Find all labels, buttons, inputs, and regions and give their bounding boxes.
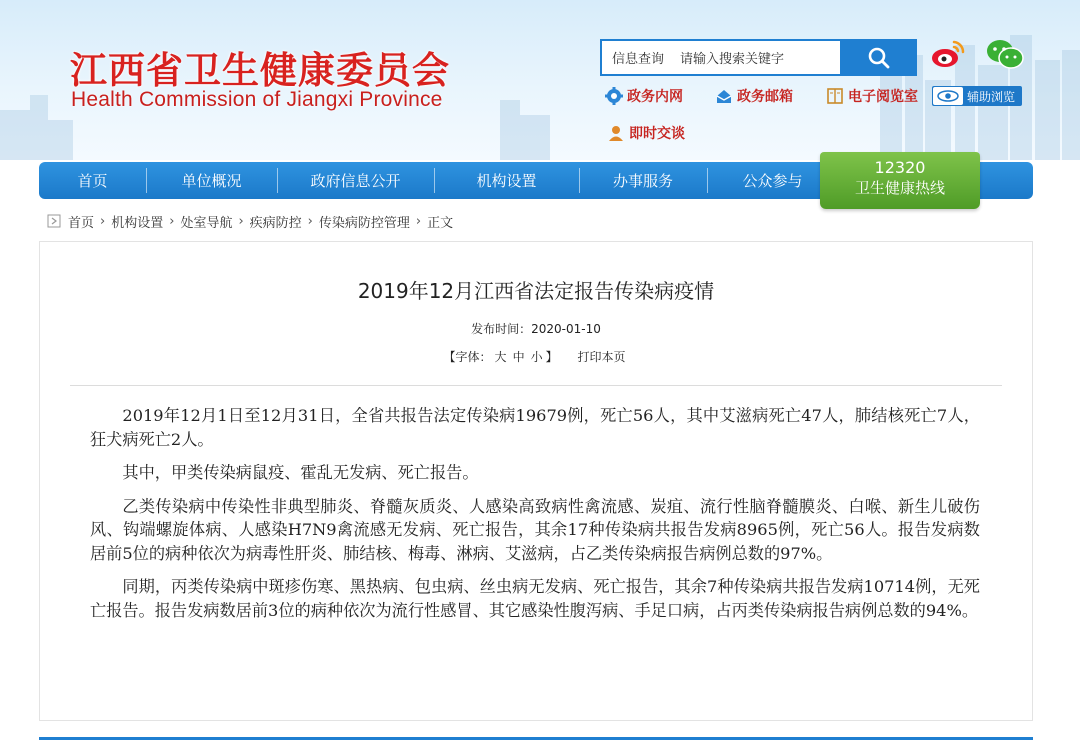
accessible-browse-label: 辅助浏览 bbox=[967, 89, 1016, 104]
article-paragraph: 同期，丙类传染病中斑疹伤寒、黑热病、包虫病、丝虫病无发病、死亡报告，其余7种传染病共报告发病10714例，无死亡报告。报告发病数居前3位的病种依次为流行性感冒、其它感染性腹泻病、手足口病，占丙类传染病报告病例总数的94%。 bbox=[90, 577, 980, 620]
breadcrumb-department-nav[interactable]: 处室导航 bbox=[180, 215, 233, 231]
eye-icon bbox=[933, 87, 963, 105]
weibo-icon[interactable] bbox=[930, 38, 966, 70]
site-logo-title[interactable]: 江西省卫生健康委员会 bbox=[70, 49, 450, 92]
font-medium-button[interactable]: 中 bbox=[512, 350, 525, 364]
mail-icon bbox=[715, 87, 733, 105]
breadcrumb-current: 正文 bbox=[427, 215, 454, 231]
article-date bbox=[40, 320, 1032, 337]
search-icon bbox=[867, 46, 891, 70]
quick-link-label: 政务内网 bbox=[627, 89, 683, 105]
quick-link-chat[interactable] bbox=[607, 123, 685, 143]
breadcrumb-separator: › bbox=[415, 213, 422, 229]
date-label: 发布时间： bbox=[471, 322, 532, 336]
font-large-button[interactable]: 大 bbox=[494, 350, 507, 364]
article-paragraph: 乙类传染病中传染性非典型肺炎、脊髓灰质炎、人感染高致病性禽流感、炭疽、流行性脑脊髓膜炎、白喉、新生儿破伤风、钩端螺旋体病、人感染H7N9禽流感无发病、死亡报告，其余17种传染病共报告发病8965例，死亡56人。报告发病数居前5位的病种依次为病毒性肝炎、肺结核、梅毒、淋病、艾滋病，占乙类传染病报告病例总数的97%。 bbox=[90, 496, 980, 563]
article-tools bbox=[40, 348, 1032, 365]
breadcrumb-disease-control[interactable]: 疾病防控 bbox=[249, 215, 302, 231]
article-paragraph: 其中，甲类传染病鼠疫、霍乱无发病、死亡报告。 bbox=[122, 463, 479, 482]
quick-link-label: 电子阅览室 bbox=[848, 89, 918, 105]
breadcrumb-separator: › bbox=[100, 213, 106, 229]
nav-item-overview[interactable]: 单位概况 bbox=[146, 162, 277, 199]
location-icon bbox=[47, 214, 61, 228]
gear-icon bbox=[605, 87, 623, 105]
font-size-label: 【字体： bbox=[443, 350, 492, 364]
wechat-icon[interactable] bbox=[986, 38, 1024, 70]
accessible-browse-button[interactable] bbox=[932, 86, 1022, 106]
nav-item-home[interactable]: 首页 bbox=[77, 172, 108, 190]
article-container bbox=[39, 241, 1033, 721]
nav-item-participation[interactable]: 公众参与 bbox=[707, 162, 838, 199]
quick-links bbox=[605, 86, 1045, 146]
footer-divider bbox=[39, 737, 1033, 740]
quick-link-label: 即时交谈 bbox=[629, 126, 685, 142]
site-logo-subtitle[interactable]: Health Commission of Jiangxi Province bbox=[71, 88, 443, 111]
breadcrumb bbox=[47, 211, 453, 231]
person-icon bbox=[607, 124, 625, 142]
quick-link-label: 政务邮箱 bbox=[737, 89, 793, 105]
hotline-label: 卫生健康热线 bbox=[854, 179, 945, 197]
nav-item-organization[interactable]: 机构设置 bbox=[434, 162, 579, 199]
search-label: 信息查询 bbox=[612, 52, 665, 67]
print-button[interactable]: 打印本页 bbox=[577, 350, 626, 364]
breadcrumb-infectious-disease[interactable]: 传染病防控管理 bbox=[318, 215, 410, 231]
breadcrumb-home[interactable]: 首页 bbox=[68, 215, 95, 231]
nav-item-services[interactable]: 办事服务 bbox=[579, 162, 707, 199]
breadcrumb-separator: › bbox=[169, 213, 175, 229]
article-body bbox=[90, 404, 980, 632]
hotline-button[interactable] bbox=[820, 152, 980, 209]
book-icon bbox=[826, 87, 844, 105]
date-value: 2020-01-10 bbox=[531, 322, 601, 336]
font-small-button[interactable]: 小 bbox=[530, 350, 543, 364]
breadcrumb-separator: › bbox=[238, 213, 244, 229]
breadcrumb-organization[interactable]: 机构设置 bbox=[111, 215, 164, 231]
article-paragraph: 2019年12月1日至12月31日，全省共报告法定传染病19679例，死亡56人，其中艾滋病死亡47人，肺结核死亡7人，狂犬病死亡2人。 bbox=[90, 406, 980, 449]
quick-link-intranet[interactable] bbox=[605, 86, 683, 106]
breadcrumb-separator: › bbox=[307, 213, 313, 229]
quick-link-mail[interactable] bbox=[715, 86, 793, 106]
article-divider bbox=[70, 385, 1002, 386]
site-header bbox=[0, 0, 1080, 160]
search-input[interactable] bbox=[600, 39, 840, 76]
nav-item-gov-info[interactable]: 政府信息公开 bbox=[277, 162, 434, 199]
search-placeholder[interactable]: 请输入搜索关键字 bbox=[680, 52, 785, 67]
article-title: 2019年12月江西省法定报告传染病疫情 bbox=[357, 279, 715, 303]
hotline-number: 12320 bbox=[874, 158, 926, 177]
font-size-close: 】 bbox=[545, 350, 558, 364]
search-button[interactable] bbox=[840, 39, 917, 76]
quick-link-reading-room[interactable] bbox=[826, 86, 918, 106]
